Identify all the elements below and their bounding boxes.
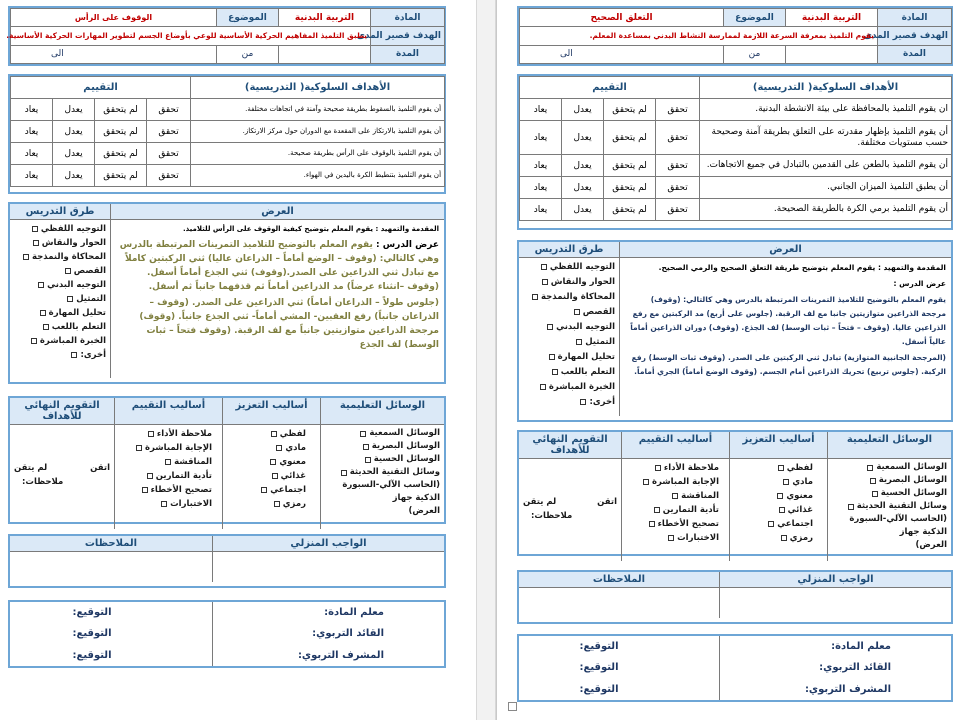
assess-item: الاختبارات (677, 533, 719, 543)
assess-item: تأدية التمارين (155, 471, 212, 481)
checkbox[interactable] (848, 504, 854, 510)
homework-box (517, 570, 953, 624)
checkbox[interactable] (783, 479, 789, 485)
sign-label: التوقيع: (579, 641, 619, 653)
method-item: الخبرة المباشرة (39, 336, 106, 346)
method-item: تحليل المهارة (48, 308, 106, 318)
assess-item: تصحيح الأخطاء (150, 485, 212, 495)
reinf-item: رمزي (789, 533, 813, 543)
topic-value: التعلق الصحيح (520, 9, 724, 27)
method-item: التوجيه اللفظي (549, 262, 615, 272)
means-title: الوسائل التعليمية (827, 432, 951, 458)
reinf-item: رمزي (282, 499, 306, 509)
objective-item: أن يقوم التلميذ بتنطيط الكرة باليدين في الهواء. (191, 165, 445, 187)
method-item: التعلم باللعب (560, 367, 615, 377)
eval-repeat[interactable]: يعاد (11, 143, 53, 165)
reinf-item: لفظي (279, 429, 306, 439)
method-item: الخبرة المباشرة (548, 382, 615, 392)
reinf-item: لفظي (786, 463, 813, 473)
goal-label: الهدف قصير المدى (878, 27, 952, 45)
method-item: التمثيل (76, 294, 106, 304)
checkbox[interactable] (867, 465, 873, 471)
checkbox[interactable] (655, 465, 661, 471)
goal-label: الهدف قصير المدى (371, 27, 445, 45)
subject-label: المادة (371, 9, 445, 27)
checkbox[interactable] (870, 478, 876, 484)
presentation-body (110, 220, 444, 378)
method-item: تحليل المهارة (557, 352, 615, 362)
checkbox[interactable] (136, 445, 142, 451)
means-item: وسائل التقنية الحديثة (856, 501, 947, 511)
checkbox[interactable] (672, 493, 678, 499)
objectives-box (8, 74, 446, 194)
means-list (827, 459, 951, 561)
checkbox[interactable] (643, 479, 649, 485)
eval-modify[interactable]: يعدل (562, 155, 604, 177)
final-notes: ملاحظات: (531, 511, 573, 521)
page-divider (476, 0, 496, 720)
means-item: الوسائل الحسية (880, 488, 947, 498)
eval-repeat[interactable]: يعاد (11, 165, 53, 187)
notes-title: الملاحظات (84, 538, 138, 549)
eval-not-achieved[interactable]: لم يتحقق (604, 121, 656, 155)
eval-not-achieved[interactable]: لم يتحقق (604, 155, 656, 177)
checkbox[interactable] (580, 399, 586, 405)
checkbox[interactable] (781, 535, 787, 541)
checkbox[interactable] (779, 507, 785, 513)
homework-box (8, 534, 446, 588)
checkbox[interactable] (40, 310, 46, 316)
from-label: من (217, 45, 279, 63)
checkbox[interactable] (31, 338, 37, 344)
means-item: العرض) (408, 506, 440, 516)
means-item: الذكية جهاز (899, 527, 947, 537)
topic-label: الموضوع (724, 9, 786, 27)
eval-not-achieved[interactable]: لم يتحقق (95, 99, 147, 121)
eval-modify[interactable]: يعدل (53, 165, 95, 187)
means-item: (الحاسب الآلي-السبورة (849, 514, 947, 524)
method-item: التوجيه البدني (47, 280, 106, 290)
duration-label: المدة (371, 45, 445, 63)
checkbox[interactable] (165, 459, 171, 465)
subject-value: التربية البدنية (786, 9, 878, 27)
lesson-text-2: (المرجحة الجانبية المتوازية) تبادل ثني الركبتين على الصدر. (وقوف ثبات الوسط) رفع الركبة. (جلوس تربيع) تحريك الذراعين أمام الجسم. (وقوف الوضع أماماً) الجري أماماً. (631, 353, 946, 376)
method-item: الحوار والنقاش (550, 277, 615, 287)
presentation-head (519, 242, 951, 258)
checkbox[interactable] (649, 521, 655, 527)
checkbox[interactable] (161, 501, 167, 507)
eval-not-achieved[interactable]: لم يتحقق (95, 165, 147, 187)
method-item: المحاكاة والنمذجة (32, 252, 106, 262)
checkbox[interactable] (576, 339, 582, 345)
final-eval-title: التقويم النهائي للأهداف (532, 434, 608, 456)
eval-achieved[interactable]: تحقق (656, 155, 700, 177)
assess-item: تأدية التمارين (662, 505, 719, 515)
eval-repeat[interactable]: يعاد (520, 199, 562, 221)
header-box (517, 6, 953, 66)
means-item: الوسائل السمعية (369, 428, 440, 438)
objective-item: ان يقوم التلميذ بالمحافظة على بيئة الانشطة البدنية. (700, 99, 952, 121)
method-item: القصص (582, 307, 615, 317)
eval-achieved[interactable]: تحقق (656, 121, 700, 155)
eval-achieved[interactable]: تحقق (147, 165, 191, 187)
final-eval (519, 459, 621, 561)
checkbox[interactable] (23, 254, 29, 260)
presentation-intro: المقدمة والتمهيد : يقوم المعلم بتوضيح كيفية الوقوف على الرأس للتلاميذ. (182, 225, 439, 233)
notes-title: الملاحظات (592, 574, 646, 585)
final-no[interactable]: لم يتقن (14, 463, 48, 473)
eval-repeat[interactable]: يعاد (520, 99, 562, 121)
tools-box (8, 396, 446, 524)
methods-title: طرق التدريس (25, 206, 95, 217)
evaluation-title: التقييم (520, 77, 700, 99)
methods-title: طرق التدريس (534, 244, 604, 255)
lesson-text: يقوم المعلم بالتوضيح للتلاميذ التمرينات المرتبطة بالدرس وهي كالتالي: (وقوف – الوضع أماماً – الذراعان عاليا) ثني الركبتين كاملاً مع تبادل ثني الذراعين على الصدر.(وقوف) ثني الجذع أماماً أسفل. (وقوف –انثناء عرضاً) مد الذراعين أماماً ثم قذفهما جانباً ثم أسفل. (119, 240, 439, 292)
homework-head (519, 572, 951, 588)
method-item: التوجيه البدني (556, 322, 615, 332)
checkbox[interactable] (541, 264, 547, 270)
checkbox[interactable] (360, 431, 366, 437)
sign-label: التوقيع: (579, 662, 619, 674)
eval-repeat[interactable]: يعاد (11, 99, 53, 121)
checkbox[interactable] (65, 268, 71, 274)
checkbox[interactable] (547, 324, 553, 330)
reinf-item: مادي (285, 443, 306, 453)
checkbox[interactable] (274, 501, 280, 507)
lesson-plan-page-right (496, 0, 960, 720)
objectives-box (517, 74, 953, 230)
assess-item: تصحيح الأخطاء (657, 519, 719, 529)
checkbox[interactable] (542, 279, 548, 285)
lesson-label: عرض الدرس : (893, 279, 946, 288)
reinf-item: غذائي (280, 471, 306, 481)
final-yes[interactable]: اتقن (597, 497, 617, 507)
eval-not-achieved[interactable]: لم يتحقق (604, 99, 656, 121)
checkbox[interactable] (777, 493, 783, 499)
checkbox[interactable] (363, 444, 369, 450)
final-eval-title: التقويم النهائي للأهداف (24, 400, 100, 422)
assessment-list (621, 459, 729, 561)
method-item: أخرى: (80, 350, 106, 360)
method-item: الحوار والنقاش (41, 238, 106, 248)
notes-field[interactable] (10, 552, 212, 582)
objectives-title: الأهداف السلوكية( التدريسية) (191, 77, 445, 99)
method-item: التوجيه اللفظي (40, 224, 106, 234)
lesson-text: يقوم المعلم بالتوضيح للتلاميذ التمرينات المرتبطة بالدرس وهي كالتالي: (وقوف) مرجحة الذراعين متوازيتين جانبا مع لف الرقبة. (جلوس على أربع) مد الركبتين مع رفع الذراعين عاليا. (وقوف – فتحاً – ثبات الوسط) لف الجذع. (وقوف) دوران الذراعين أماماً عالياً أسفل. (630, 295, 946, 346)
eval-achieved[interactable]: تحقق (147, 121, 191, 143)
goal-value: يطبق التلميذ المفاهيم الحركية الأساسية للوعي بأوضاع الجسم لتطوير المهارات الحركية الأساسية. (11, 27, 371, 45)
topic-label: الموضوع (217, 9, 279, 27)
checkbox[interactable] (668, 535, 674, 541)
reinf-item: معنوي (786, 491, 813, 501)
eval-repeat[interactable]: يعاد (520, 121, 562, 155)
checkbox[interactable] (67, 296, 73, 302)
checkbox[interactable] (540, 384, 546, 390)
means-item: الوسائل البصرية (371, 441, 440, 451)
subject-label: المادة (878, 9, 952, 27)
eval-modify[interactable]: يعدل (562, 177, 604, 199)
method-item: المحاكاة والنمذجة (541, 292, 615, 302)
scroll-handle[interactable] (508, 702, 517, 711)
homework-field[interactable] (212, 552, 444, 582)
evaluation-title: التقييم (11, 77, 191, 99)
lesson-plan-page-left (0, 0, 464, 720)
eval-achieved[interactable]: تحقق (656, 177, 700, 199)
means-item: العرض) (915, 540, 947, 550)
homework-title: الواجب المنزلي (212, 536, 444, 551)
teacher-label: معلم المادة: (719, 636, 951, 657)
objective-item: أن يقوم التلميذ بالسقوط بطريقة صحيحة وآمنة في اتجاهات مختلفة. (191, 99, 445, 121)
presentation-title: العرض (110, 204, 444, 219)
checkbox[interactable] (147, 473, 153, 479)
assess-item: ملاحظة الأداء (663, 463, 719, 473)
checkbox[interactable] (872, 491, 878, 497)
sign-label: التوقيع: (579, 683, 619, 695)
checkbox[interactable] (768, 521, 774, 527)
checkbox[interactable] (71, 352, 77, 358)
reinf-item: اجتماعي (777, 519, 813, 529)
checkbox[interactable] (778, 465, 784, 471)
means-item: الذكية جهاز (392, 493, 440, 503)
eval-not-achieved[interactable]: لم يتحقق (95, 121, 147, 143)
final-eval (10, 425, 114, 529)
checkbox[interactable] (654, 507, 660, 513)
eval-achieved[interactable]: تحقق (147, 99, 191, 121)
sign-label: التوقيع: (72, 628, 112, 640)
eval-not-achieved[interactable]: لم يتحقق (604, 199, 656, 221)
checkbox[interactable] (270, 459, 276, 465)
eval-achieved[interactable]: تحقق (147, 143, 191, 165)
checkbox[interactable] (276, 445, 282, 451)
lesson-label: عرض الدرس : (376, 240, 439, 250)
notes-field[interactable] (519, 588, 719, 618)
means-item: الوسائل الحسية (373, 454, 440, 464)
eval-repeat[interactable]: يعاد (520, 177, 562, 199)
reinf-item: معنوي (279, 457, 306, 467)
objective-item: أن يقوم التلميذ بإظهار مقدرته على التعلق بطريقة آمنة وصحيحة حسب مستويات مختلفة. (700, 121, 952, 155)
assess-item: الإجابة المباشرة (652, 477, 719, 487)
presentation-box (517, 240, 953, 422)
assessment-list (114, 425, 222, 529)
objective-item: أن يطبق التلميذ الميزان الجانبي. (700, 177, 952, 199)
means-item: الوسائل السمعية (876, 462, 947, 472)
topic-value: الوقوف على الرأس (11, 9, 217, 27)
presentation-title: العرض (619, 242, 951, 257)
tools-head (10, 398, 444, 425)
signatures-box (8, 600, 446, 668)
checkbox[interactable] (142, 487, 148, 493)
eval-modify[interactable]: يعدل (53, 143, 95, 165)
checkbox[interactable] (549, 354, 555, 360)
objective-item: أن يقوم التلميذ بالوقوف على الرأس بطريقة صحيحة. (191, 143, 445, 165)
final-notes: ملاحظات: (22, 477, 64, 487)
assess-item: الإجابة المباشرة (145, 443, 212, 453)
lesson-text-2: (جلوس طولاً – الذراعان أماماً) ثني الذراعين على الصدر. (وقوف – الذراعان جانباً) رفع العقبين- المشي أماماً- ثني الجذع جانباً. (وقوف) مرجحة الذراعين متوازيتين جانباً مع لف الرقبة. (وقوف فتحاً – ثبات الوسط) لف الجذع (139, 298, 439, 350)
reinforcement-title: أساليب التعزيز (729, 432, 827, 458)
reinforcement-list (729, 459, 827, 561)
assess-item: الاختبارات (170, 499, 212, 509)
homework-field[interactable] (719, 588, 951, 618)
checkbox[interactable] (271, 431, 277, 437)
signatures-box (517, 634, 953, 702)
method-item: أخرى: (589, 397, 615, 407)
subject-value: التربية البدنية (279, 9, 371, 27)
checkbox[interactable] (38, 282, 44, 288)
checkbox[interactable] (43, 324, 49, 330)
supervisor-label: المشرف التربوي: (212, 645, 444, 666)
tools-head (519, 432, 951, 459)
objectives-title: الأهداف السلوكية( التدريسية) (700, 77, 952, 99)
eval-modify[interactable]: يعدل (53, 121, 95, 143)
checkbox[interactable] (552, 369, 558, 375)
eval-modify[interactable]: يعدل (562, 199, 604, 221)
to-label: الى (520, 45, 724, 63)
reinforcement-list (222, 425, 320, 529)
checkbox[interactable] (33, 240, 39, 246)
checkbox[interactable] (148, 431, 154, 437)
presentation-intro: المقدمة والتمهيد : يقوم المعلم بتوضيح طريقة التعلق الصحيح والرمي الصحيح. (658, 263, 946, 272)
to-label: الى (11, 45, 217, 63)
eval-achieved[interactable]: تحقق (656, 99, 700, 121)
reinforcement-title: أساليب التعزيز (222, 398, 320, 424)
method-item: التمثيل (585, 337, 615, 347)
methods-list (519, 258, 619, 416)
eval-modify[interactable]: يعدل (53, 99, 95, 121)
reinf-item: غذائي (787, 505, 813, 515)
eval-modify[interactable]: يعدل (562, 121, 604, 155)
means-list (320, 425, 444, 529)
checkbox[interactable] (574, 309, 580, 315)
method-item: التعلم باللعب (51, 322, 106, 332)
eval-repeat[interactable]: يعاد (11, 121, 53, 143)
reinf-item: اجتماعي (270, 485, 306, 495)
means-item: (الحاسب الآلي-السبورة (342, 480, 440, 490)
homework-head (10, 536, 444, 552)
checkbox[interactable] (261, 487, 267, 493)
sign-label: التوقيع: (72, 649, 112, 661)
eval-achieved[interactable]: تحقق (656, 199, 700, 221)
assess-item: المناقشة (681, 491, 719, 501)
leader-label: القائد التربوي: (719, 657, 951, 678)
checkbox[interactable] (365, 457, 371, 463)
header-box (8, 6, 446, 66)
final-no[interactable]: لم يتقن (523, 497, 557, 507)
assessment-title: أساليب التقييم (621, 432, 729, 458)
presentation-head (10, 204, 444, 220)
assess-item: المناقشة (174, 457, 212, 467)
eval-not-achieved[interactable]: لم يتحقق (604, 177, 656, 199)
eval-modify[interactable]: يعدل (562, 99, 604, 121)
means-item: وسائل التقنية الحديثة (349, 467, 440, 477)
method-item: القصص (73, 266, 106, 276)
means-title: الوسائل التعليمية (320, 398, 444, 424)
checkbox[interactable] (272, 473, 278, 479)
duration-label: المدة (878, 45, 952, 63)
objective-item: أن يقوم التلميذ بالارتكاز على المقعدة مع الدوران حول مركز الارتكاز. (191, 121, 445, 143)
teacher-label: معلم المادة: (212, 602, 444, 623)
eval-not-achieved[interactable]: لم يتحقق (95, 143, 147, 165)
means-item: الوسائل البصرية (878, 475, 947, 485)
sign-label: التوقيع: (72, 607, 112, 619)
from-label: من (724, 45, 786, 63)
tools-box (517, 430, 953, 556)
supervisor-label: المشرف التربوي: (719, 679, 951, 700)
objective-item: أن يقوم التلميذ بالطعن على القدمين بالتبادل في جميع الاتجاهات. (700, 155, 952, 177)
objective-item: أن يقوم التلميذ برمي الكرة بالطريقة الصحيحة. (700, 199, 952, 221)
homework-title: الواجب المنزلي (719, 572, 951, 587)
checkbox[interactable] (532, 294, 538, 300)
eval-repeat[interactable]: يعاد (520, 155, 562, 177)
assessment-title: أساليب التقييم (114, 398, 222, 424)
presentation-body (619, 258, 951, 416)
presentation-box (8, 202, 446, 384)
assess-item: ملاحظة الأداء (156, 429, 212, 439)
checkbox[interactable] (341, 470, 347, 476)
checkbox[interactable] (32, 226, 38, 232)
methods-list (10, 220, 110, 378)
goal-value: يقوم التلميذ بمعرفة السرعة اللازمة لممارسة النشاط البدني بمساعدة المعلم. (520, 27, 878, 45)
final-yes[interactable]: اتقن (90, 463, 110, 473)
leader-label: القائد التربوي: (212, 623, 444, 644)
reinf-item: مادي (792, 477, 813, 487)
